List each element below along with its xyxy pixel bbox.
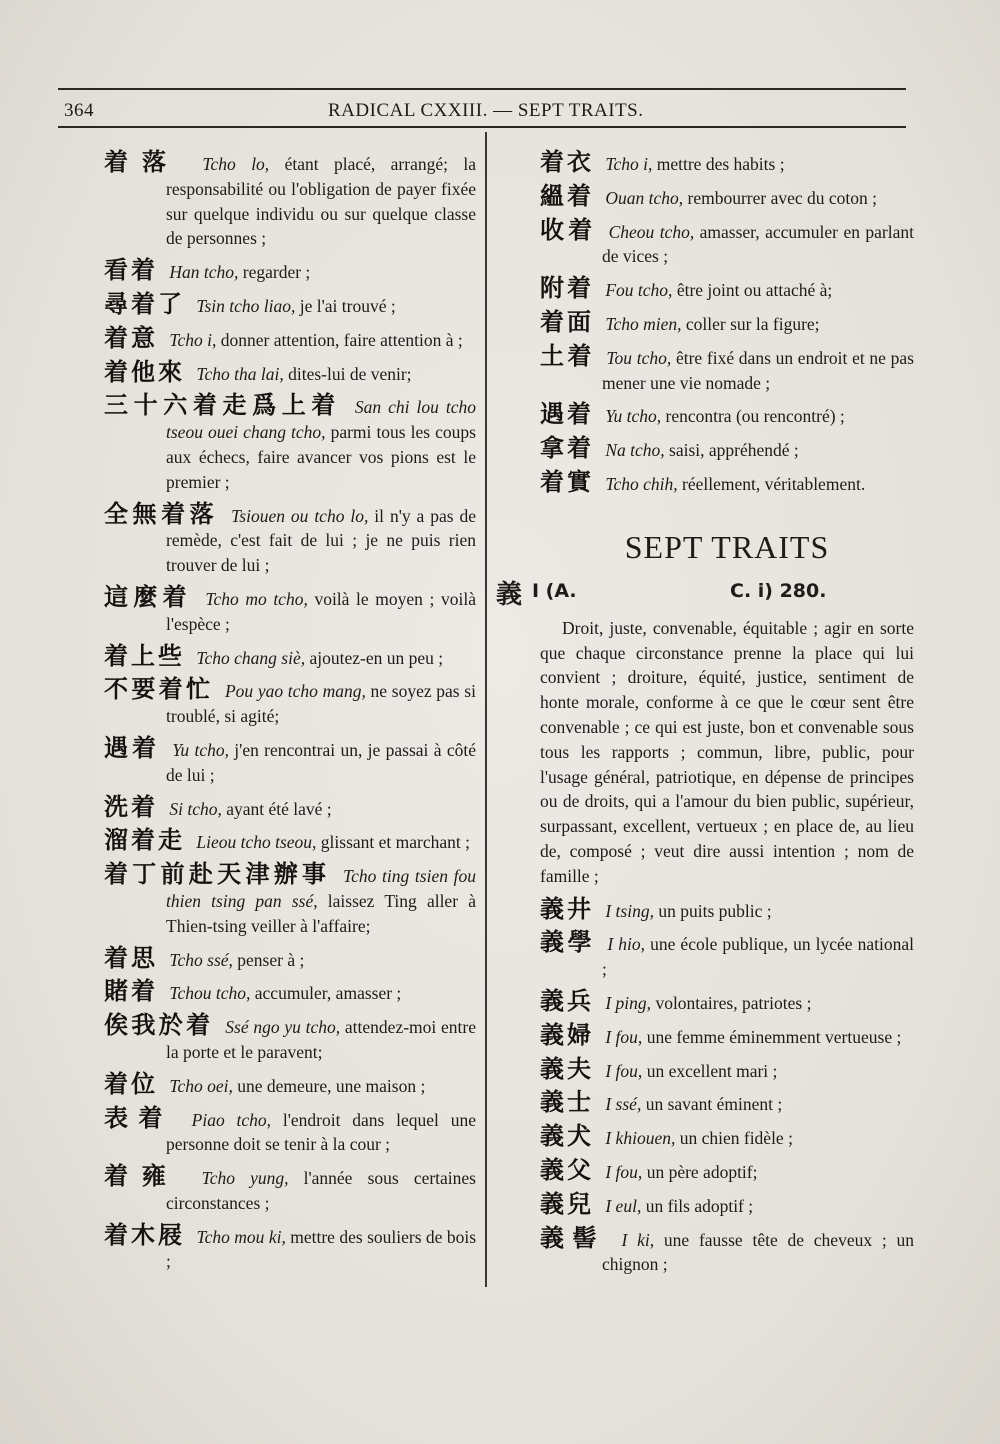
entry-romanization: Tcho mou ki, [196, 1226, 286, 1247]
entry-definition: un excellent mari ; [642, 1060, 778, 1081]
entry-chinese: 義髻 [540, 1223, 622, 1252]
entry-definition: un père adoptif; [642, 1161, 758, 1182]
entry-chinese: 義兵 [540, 986, 606, 1015]
entry-romanization: I eul, [605, 1195, 642, 1216]
entry-chinese: 着木屐 [104, 1220, 197, 1249]
header-top-rule [58, 88, 906, 90]
entry-definition: donner attention, faire attention à ; [216, 329, 463, 350]
entry-chinese: 義兒 [540, 1189, 606, 1218]
entry-chinese: 洗着 [104, 792, 170, 821]
radical-definition: Droit, juste, convenable, équitable ; agir en sorte que chaque circonstance prenne la place qui lui convient ; droiture, équité, justice, sentiment de honte morale, conforme à ce que le cœur sent être convenable ; ce qui est juste, bon et convenable sous tous les rapports ; commun, libre, public, pour l'usage général, patriotique, en dépense de principes ou de droits, qui a l'amour du bien public, supérieur, surpassant, excellent, vertueux ; en place de, au lieu de, composé ; veut dire aussi intention ; nom de famille ; [540, 617, 914, 886]
dictionary-entry [104, 323, 476, 353]
entry-romanization: Tchou tcho, [169, 983, 251, 1004]
entry-chinese: 賭着 [104, 977, 170, 1006]
dictionary-entry [104, 499, 477, 578]
left-column [104, 150, 476, 1281]
entry-definition: volontaires, patriotes ; [651, 992, 812, 1013]
dictionary-entry [540, 1155, 914, 1185]
entry-romanization: Tcho oei, [169, 1075, 233, 1096]
entry-romanization: Tcho tha lai, [196, 363, 284, 384]
radical-code: C. i) 280. [730, 579, 827, 602]
entry-chinese: 不要着忙 [104, 675, 225, 704]
entry-chinese: 着位 [104, 1069, 170, 1098]
entry-romanization: Piao tcho, [191, 1109, 272, 1130]
entry-chinese: 着實 [540, 467, 606, 496]
entry-definition: une école publique, un lycée national ; [602, 934, 914, 980]
dictionary-entry [540, 1223, 914, 1278]
entry-romanization: Tcho chang siè, [196, 647, 306, 668]
entry-definition: je l'ai trouvé ; [295, 295, 396, 316]
entry-definition: un savant éminent ; [641, 1094, 783, 1115]
entry-romanization: Tcho chih, [605, 473, 678, 494]
radical-character: 義 [496, 579, 523, 610]
entry-romanization: Tsin tcho liao, [196, 295, 296, 316]
entry-romanization: Tcho lo, [202, 154, 270, 174]
radical-label: I (A. [532, 579, 577, 602]
entry-chinese: 拿着 [540, 434, 606, 463]
column-divider [485, 132, 487, 1287]
entry-romanization: I khiouen, [605, 1128, 676, 1149]
entry-definition: dites-lui de venir; [283, 363, 412, 384]
dictionary-entry [104, 289, 476, 319]
entry-romanization: Ssé ngo yu tcho, [225, 1017, 341, 1038]
dictionary-entry [540, 181, 914, 211]
entry-chinese: 遇着 [104, 733, 173, 762]
entry-chinese: 尋着了 [104, 289, 197, 318]
dictionary-entry [104, 258, 476, 285]
section-heading: SEPT TRAITS [624, 528, 830, 565]
entry-definition: être joint ou attaché à; [672, 280, 833, 301]
dictionary-entry [540, 1090, 914, 1117]
header-bottom-rule [58, 126, 906, 128]
dictionary-entry [104, 150, 476, 251]
entry-definition: laissez Ting aller à Thien-tsing veiller à l'affaire; [166, 890, 476, 936]
entry-definition: une femme éminemment vertueuse ; [642, 1026, 902, 1047]
entry-definition: rencontra (ou rencontré) ; [661, 406, 845, 427]
dictionary-entry [104, 979, 476, 1006]
entry-romanization: Yu tcho, [605, 406, 662, 427]
entry-chinese: 全無着落 [104, 499, 232, 528]
dictionary-entry [540, 930, 914, 982]
entry-chinese: 着意 [104, 323, 170, 352]
dictionary-entry [540, 1054, 914, 1084]
page-number: 364 [64, 100, 94, 121]
entry-romanization: Tcho ting tsien fou thien tsing pan ssé, [166, 866, 476, 911]
dictionary-entry [104, 1103, 476, 1158]
entry-chinese: 這麼着 [104, 582, 206, 611]
dictionary-entry [540, 402, 914, 429]
dictionary-entry [104, 1164, 476, 1216]
dictionary-entry [104, 582, 476, 637]
entry-romanization: I fou, [605, 1026, 643, 1047]
entry-romanization: Pou yao tcho mang, [224, 681, 366, 702]
entry-definition: il n'y a pas de remède, c'est fait de lui ; je ne puis rien trouver de lui ; [166, 505, 477, 576]
entry-chinese: 着上些 [104, 641, 197, 670]
entry-chinese: 着雍 [104, 1162, 202, 1191]
dictionary-entry [540, 215, 914, 270]
entry-definition: attendez-moi entre la porte et le paravent; [166, 1017, 476, 1062]
entry-definition: une fausse tête de cheveux ; un chignon ; [602, 1229, 914, 1275]
entry-romanization: Fou tcho, [605, 280, 673, 301]
entry-definition: l'endroit dans lequel une personne doit se tenir à la cour ; [166, 1109, 476, 1155]
entry-romanization: I tsing, [605, 900, 654, 921]
entry-definition: mettre des souliers de bois ; [166, 1226, 477, 1272]
entry-romanization: I ssé, [605, 1094, 642, 1115]
entry-chinese: 附着 [540, 274, 606, 303]
entry-romanization: I hio, [607, 934, 646, 955]
entry-chinese: 着丁前赴天津辦事 [104, 860, 343, 889]
entry-romanization: Ouan tcho, [605, 187, 684, 208]
dictionary-entry [540, 1124, 914, 1151]
entry-definition: ajoutez-en un peu ; [305, 647, 444, 668]
entry-chinese: 俟我於着 [104, 1011, 226, 1040]
entry-chinese: 縕着 [540, 181, 606, 210]
entry-romanization: Tou tcho, [606, 347, 672, 368]
page-header [62, 98, 904, 128]
entry-chinese: 三十六着走爲上着 [104, 391, 355, 420]
entry-definition: voilà le moyen ; voilà l'espèce ; [166, 588, 476, 634]
entry-definition: amasser, accumuler en parlant de vices ; [602, 221, 914, 267]
entry-romanization: I fou, [605, 1161, 643, 1182]
entry-chinese: 收着 [540, 215, 609, 244]
dictionary-entry [540, 436, 914, 463]
entry-definition: rembourrer avec du coton ; [683, 187, 878, 208]
dictionary-entry [540, 307, 914, 337]
entry-chinese: 義學 [540, 928, 608, 957]
entry-definition: coller sur la figure; [681, 313, 820, 334]
entry-definition: glissant et marchant ; [316, 832, 470, 853]
right-entry-list [540, 150, 914, 497]
dictionary-entry [540, 986, 914, 1016]
entry-chinese: 着面 [540, 307, 606, 336]
entry-romanization: Tcho mo tcho, [205, 588, 308, 609]
entry-romanization: Tcho i, [605, 154, 653, 174]
entry-romanization: Na tcho, [605, 440, 665, 461]
entry-romanization: Tcho ssé, [169, 949, 233, 970]
right-column [496, 148, 914, 1284]
entry-definition: saisi, appréhendé ; [664, 440, 799, 461]
entry-chinese: 着他來 [104, 357, 197, 386]
entry-chinese: 看着 [104, 256, 170, 285]
entry-chinese: 着衣 [540, 148, 606, 176]
entry-romanization: I fou, [605, 1060, 643, 1081]
entry-definition: mettre des habits ; [652, 154, 785, 174]
entry-romanization: Han tcho, [169, 262, 239, 283]
entry-romanization: I ki, [621, 1229, 655, 1250]
entry-definition: ayant été lavé ; [221, 798, 332, 819]
entry-definition: accumuler, amasser ; [250, 983, 402, 1004]
dictionary-entry [104, 792, 476, 822]
entry-definition: un fils adoptif ; [641, 1195, 754, 1216]
entry-definition: regarder ; [238, 262, 311, 283]
entry-definition: un puits public ; [653, 900, 772, 921]
entry-romanization: Tsiouen ou tcho lo, [231, 505, 369, 526]
entry-chinese: 義父 [540, 1155, 606, 1184]
dictionary-entry [540, 150, 914, 177]
entry-romanization: Tcho yung, [201, 1168, 289, 1189]
dictionary-entry [104, 1220, 477, 1275]
dictionary-entry [104, 357, 476, 387]
entry-romanization: Tcho i, [169, 329, 217, 350]
entry-chinese: 義士 [540, 1088, 606, 1117]
entry-definition: penser à ; [232, 949, 305, 970]
dictionary-entry [104, 828, 476, 855]
entry-chinese: 溜着走 [104, 826, 197, 855]
dictionary-entry [540, 894, 914, 924]
running-title: RADICAL CXXIII. — SEPT TRAITS. [328, 100, 644, 121]
entry-definition: réellement, véritablement. [677, 473, 866, 494]
entry-chinese: 遇着 [540, 400, 606, 429]
dictionary-entry [540, 276, 914, 303]
dictionary-entry [104, 677, 476, 729]
dictionary-entry [104, 641, 476, 671]
entry-definition: un chien fidèle ; [675, 1128, 793, 1149]
entry-romanization: I ping, [605, 992, 652, 1013]
entry-romanization: Tcho mien, [605, 313, 682, 334]
entry-chinese: 義犬 [540, 1122, 606, 1151]
entry-chinese: 義夫 [540, 1054, 606, 1083]
dictionary-entry [104, 1013, 476, 1065]
entry-definition: une demeure, une maison ; [232, 1075, 426, 1096]
yi-entry-list [540, 894, 914, 1278]
dictionary-entry [104, 733, 476, 788]
entry-romanization: Si tcho, [169, 798, 222, 819]
entry-romanization: Cheou tcho, [608, 221, 695, 242]
entry-definition: être fixé dans un endroit et ne pas mener une vie nomade ; [602, 347, 914, 393]
entry-definition: j'en rencontrai un, je passai à côté de lui ; [166, 739, 476, 785]
entry-chinese: 土着 [540, 341, 607, 370]
entry-definition: parmi tous les coups aux échecs, faire avancer vos pions est le premier ; [166, 422, 476, 492]
entry-definition: l'année sous certaines circonstances ; [166, 1168, 476, 1213]
entry-romanization: San chi lou tcho tseou ouei chang tcho, [166, 397, 476, 443]
dictionary-entry [540, 467, 914, 497]
entry-definition: étant placé, arrangé; la responsabilité ou l'obligation de payer fixée sur quelque individu ou sur quelque classe de personnes ; [166, 154, 476, 249]
radical-line [496, 574, 914, 610]
dictionary-entry [540, 341, 914, 396]
entry-chinese: 義井 [540, 894, 606, 923]
entry-chinese: 着落 [104, 148, 203, 176]
dictionary-entry [104, 943, 476, 973]
entry-definition: ne soyez pas si troublé, si agité; [166, 681, 476, 727]
dictionary-entry [104, 393, 476, 494]
dictionary-entry [104, 1069, 476, 1099]
entry-romanization: Yu tcho, [172, 739, 229, 760]
dictionary-entry [540, 1020, 914, 1050]
entry-chinese: 義婦 [540, 1020, 606, 1049]
entry-chinese: 着思 [104, 943, 170, 972]
dictionary-entry [104, 862, 476, 938]
entry-chinese: 表着 [104, 1103, 192, 1132]
entry-romanization: Lieou tcho tseou, [196, 832, 317, 853]
dictionary-entry [540, 1189, 914, 1219]
